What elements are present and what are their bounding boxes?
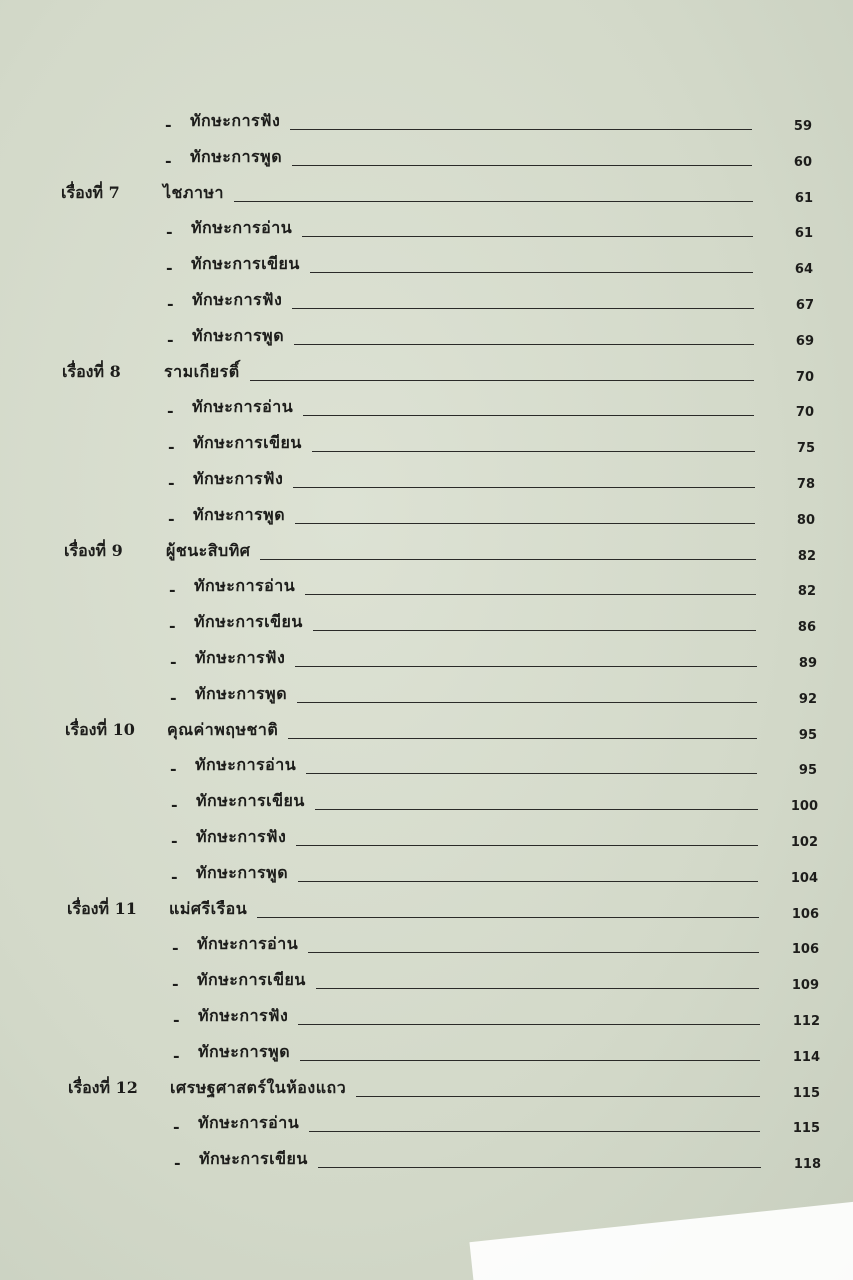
page-number: 60 <box>793 154 812 170</box>
chapter-number: เรื่องที่ 9 <box>64 540 123 560</box>
page-number: 78 <box>796 477 815 492</box>
page-number: 100 <box>790 799 818 815</box>
skill-title: ทักษะการอ่าน <box>197 934 299 954</box>
page-number: 80 <box>796 512 815 528</box>
toc-chapter-row <box>0 361 853 391</box>
page-number: 64 <box>794 262 813 278</box>
list-dash: - <box>165 150 172 170</box>
list-dash: - <box>171 831 178 850</box>
toc-skill-row <box>0 790 853 820</box>
toc-skill-row <box>0 110 853 140</box>
chapter-number: เรื่องที่ 12 <box>68 1077 138 1097</box>
leader-line <box>292 165 752 166</box>
skill-title: ทักษะการพูด <box>198 1041 291 1061</box>
chapter-title: ผู้ชนะสิบทิศ <box>166 540 251 560</box>
page-number: 106 <box>791 906 819 922</box>
skill-title: ทักษะการอ่าน <box>195 755 297 775</box>
skill-title: ทักษะการฟัง <box>195 648 286 667</box>
skill-title: ทักษะการฟัง <box>196 827 287 846</box>
list-dash: - <box>169 616 176 636</box>
toc-chapter-row <box>0 719 853 749</box>
list-dash: - <box>173 1045 180 1065</box>
list-dash: - <box>174 1153 181 1173</box>
leader-line <box>293 487 755 488</box>
skill-title: ทักษะการอ่าน <box>194 576 296 596</box>
chapter-number: เรื่องที่ 11 <box>67 898 137 918</box>
leader-line <box>257 917 759 918</box>
chapter-number: เรื่องที่ 7 <box>61 182 120 202</box>
leader-line <box>298 881 758 882</box>
page-number: 82 <box>797 584 816 600</box>
page-number: 75 <box>796 441 815 457</box>
toc-skill-row <box>0 1005 853 1035</box>
toc-skill-row <box>0 1148 853 1178</box>
skill-title: ทักษะการอ่าน <box>191 218 293 238</box>
page-number: 92 <box>798 691 817 707</box>
skill-title: ทักษะการเขียน <box>199 1149 308 1169</box>
toc-skill-row <box>0 969 853 999</box>
list-dash: - <box>168 437 175 457</box>
skill-title: ทักษะการอ่าน <box>192 397 294 417</box>
chapter-title: แม่ศรีเรือน <box>169 898 248 918</box>
toc-chapter-row <box>0 540 853 570</box>
page-number: 70 <box>795 405 814 421</box>
leader-line <box>296 845 758 846</box>
chapter-title: รามเกียรติ์ <box>164 361 240 381</box>
list-dash: - <box>173 1117 180 1137</box>
list-dash: - <box>171 795 178 815</box>
toc-skill-row <box>0 1112 853 1142</box>
chapter-title: ไชภาษา <box>163 182 224 202</box>
leader-line <box>295 666 757 667</box>
skill-title: ทักษะการฟัง <box>193 469 284 488</box>
leader-line <box>308 952 759 953</box>
leader-line <box>356 1096 760 1097</box>
toc-skill-row <box>0 253 853 283</box>
toc-skill-row <box>0 146 853 176</box>
toc-skill-row <box>0 933 853 963</box>
page-number: 70 <box>795 369 814 385</box>
leader-line <box>305 594 756 595</box>
skill-title: ทักษะการเขียน <box>197 970 306 990</box>
toc-skill-row <box>0 862 853 892</box>
list-dash: - <box>172 974 179 994</box>
leader-line <box>309 1131 760 1132</box>
page-number: 112 <box>792 1014 820 1029</box>
toc-skill-row <box>0 217 853 247</box>
leader-line <box>298 1024 760 1025</box>
skill-title: ทักษะการเขียน <box>193 433 302 453</box>
toc-skill-row <box>0 575 853 605</box>
page-number: 115 <box>792 1121 820 1137</box>
skill-title: ทักษะการฟัง <box>190 111 281 130</box>
toc-chapter-row <box>0 1077 853 1107</box>
page-number: 114 <box>792 1049 820 1065</box>
list-dash: - <box>168 473 175 492</box>
list-dash: - <box>170 759 177 779</box>
leader-line <box>297 702 757 703</box>
page-number: 59 <box>793 119 812 134</box>
leader-line <box>234 201 753 202</box>
chapter-title: คุณค่าพฤษชาติ <box>167 719 279 739</box>
toc-chapter-row <box>0 182 853 212</box>
leader-line <box>312 451 755 452</box>
skill-title: ทักษะการพูด <box>196 862 289 882</box>
toc-skill-row <box>0 504 853 534</box>
skill-title: ทักษะการพูด <box>195 683 288 703</box>
leader-line <box>260 559 756 560</box>
page-number: 82 <box>797 548 816 564</box>
skill-title: ทักษะการเขียน <box>196 791 305 811</box>
list-dash: - <box>171 866 178 886</box>
leader-line <box>250 380 754 381</box>
toc-skill-row <box>0 611 853 641</box>
list-dash: - <box>165 115 172 134</box>
leader-line <box>315 809 758 810</box>
leader-line <box>303 415 754 416</box>
toc-skill-row <box>0 754 853 784</box>
toc-skill-row <box>0 468 853 498</box>
toc-skill-row <box>0 683 853 713</box>
page-number: 102 <box>790 835 818 850</box>
chapter-number: เรื่องที่ 8 <box>62 361 121 381</box>
skill-title: ทักษะการพูด <box>192 325 285 345</box>
page-number: 67 <box>795 298 814 313</box>
leader-line <box>310 272 753 273</box>
toc-skill-row <box>0 1041 853 1071</box>
toc-skill-row <box>0 325 853 355</box>
leader-line <box>294 344 754 345</box>
leader-line <box>295 523 755 524</box>
list-dash: - <box>172 938 179 958</box>
skill-title: ทักษะการเขียน <box>191 254 300 274</box>
skill-title: ทักษะการเขียน <box>194 612 303 632</box>
list-dash: - <box>167 294 174 313</box>
toc-skill-row <box>0 647 853 677</box>
chapter-number: เรื่องที่ 10 <box>65 719 135 739</box>
page-number: 89 <box>798 656 817 671</box>
leader-line <box>313 630 756 631</box>
toc-skill-row <box>0 826 853 856</box>
list-dash: - <box>167 401 174 421</box>
page-number: 95 <box>798 727 817 743</box>
leader-line <box>290 129 752 130</box>
page-number: 104 <box>790 870 818 886</box>
leader-line <box>300 1060 760 1061</box>
leader-line <box>318 1167 761 1168</box>
toc-skill-row <box>0 396 853 426</box>
page-number: 115 <box>792 1085 820 1101</box>
toc-skill-row <box>0 432 853 462</box>
list-dash: - <box>170 652 177 671</box>
leader-line <box>316 988 759 989</box>
list-dash: - <box>169 580 176 600</box>
leader-line <box>306 773 757 774</box>
list-dash: - <box>170 687 177 707</box>
skill-title: ทักษะการฟัง <box>192 290 283 309</box>
toc-skill-row <box>0 289 853 319</box>
leader-line <box>302 236 753 237</box>
page-number: 69 <box>795 333 814 349</box>
list-dash: - <box>166 222 173 242</box>
list-dash: - <box>168 508 175 528</box>
list-dash: - <box>167 329 174 349</box>
page-number: 61 <box>794 190 813 206</box>
leader-line <box>292 308 754 309</box>
page-number: 106 <box>791 942 819 958</box>
chapter-title: เศรษฐศาสตร์ในห้องแถว <box>170 1077 347 1097</box>
skill-title: ทักษะการพูด <box>193 504 286 524</box>
page-number: 95 <box>798 763 817 779</box>
toc-chapter-row <box>0 898 853 928</box>
skill-title: ทักษะการฟัง <box>198 1006 289 1025</box>
page-number: 109 <box>791 978 819 994</box>
skill-title: ทักษะการพูด <box>190 146 283 166</box>
page-number: 86 <box>797 620 816 636</box>
page-number: 118 <box>793 1157 821 1173</box>
page-number: 61 <box>794 226 813 242</box>
list-dash: - <box>166 258 173 278</box>
leader-line <box>288 738 757 739</box>
skill-title: ทักษะการอ่าน <box>198 1113 300 1133</box>
list-dash: - <box>173 1010 180 1029</box>
